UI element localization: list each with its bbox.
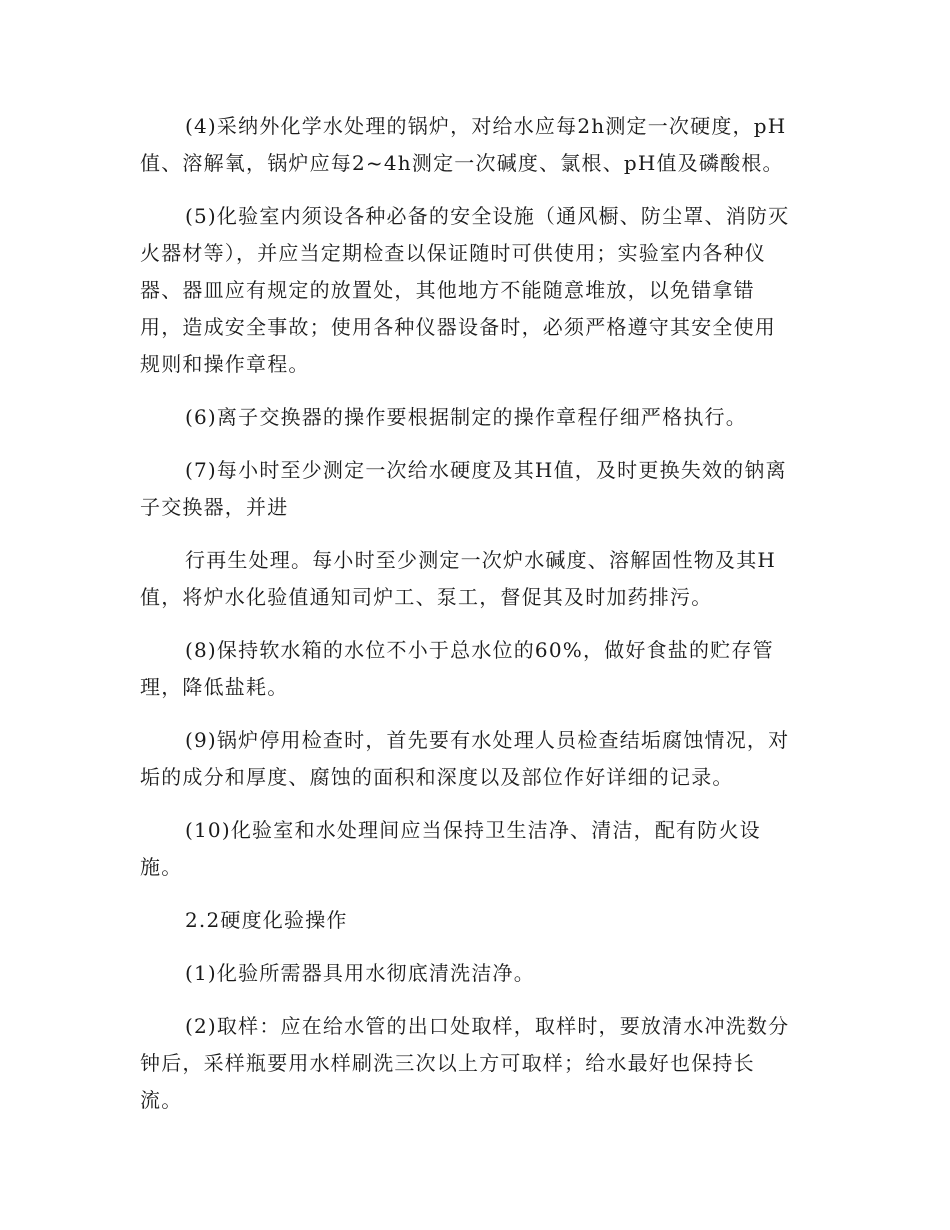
paragraph-7-line-1: (7)每小时至少测定一次给水硬度及其H值，及时更换失效的钠离 <box>185 458 787 482</box>
step-2-line-3: 流。 <box>140 1088 183 1112</box>
paragraph-6-line-1: (6)离子交换器的操作要根据制定的操作章程仔细严格执行。 <box>185 405 747 429</box>
paragraph-4-line-2: 值、溶解氧，锅炉应每2~4h测定一次碱度、氯根、pH值及磷酸根。 <box>140 151 784 175</box>
paragraph-8-line-2: 理，降低盐耗。 <box>140 675 289 699</box>
step-2-line-2: 钟后，采样瓶要用水样刷洗三次以上方可取样；给水最好也保持长 <box>140 1051 755 1075</box>
paragraph-10-line-1: (10)化验室和水处理间应当保持卫生洁净、清洁，配有防火设 <box>185 818 761 842</box>
paragraph-8-line-1: (8)保持软水箱的水位不小于总水位的60%，做好食盐的贮存管 <box>185 638 774 662</box>
paragraph-5-line-2: 火器材等），并应当定期检查以保证随时可供使用；实验室内各种仪 <box>140 241 766 265</box>
paragraph-5-line-1: (5)化验室内须设各种必备的安全设施（通风橱、防尘罩、消防灭 <box>185 204 790 228</box>
paragraph-10-line-2: 施。 <box>140 855 183 879</box>
paragraph-9-line-1: (9)锅炉停用检查时，首先要有水处理人员检查结垢腐蚀情况，对 <box>185 728 790 752</box>
paragraph-9-line-2: 垢的成分和厚度、腐蚀的面积和深度以及部位作好详细的记录。 <box>140 765 734 789</box>
paragraph-5-line-3: 器、器皿应有规定的放置处，其他地方不能随意堆放，以免错拿错 <box>140 278 755 302</box>
paragraph-5-line-4: 用，造成安全事故；使用各种仪器设备时，必须严格遵守其安全使用 <box>140 315 776 339</box>
step-2-line-1: (2)取样：应在给水管的出口处取样，取样时，要放清水冲洗数分 <box>185 1014 790 1038</box>
paragraph-7b-line-2: 值，将炉水化验值通知司炉工、泵工，督促其及时加药排污。 <box>140 585 713 609</box>
paragraph-7b-line-1: 行再生处理。每小时至少测定一次炉水碱度、溶解固性物及其H <box>185 548 777 572</box>
section-heading-2-2: 2.2硬度化验操作 <box>185 908 348 932</box>
paragraph-5-line-5: 规则和操作章程。 <box>140 352 310 376</box>
paragraph-7-line-2: 子交换器，并进 <box>140 495 289 519</box>
paragraph-4-line-1: (4)采纳外化学水处理的锅炉，对给水应每2h测定一次硬度，pH <box>185 114 787 138</box>
step-1-line-1: (1)化验所需器具用水彻底清洗洁净。 <box>185 961 535 985</box>
